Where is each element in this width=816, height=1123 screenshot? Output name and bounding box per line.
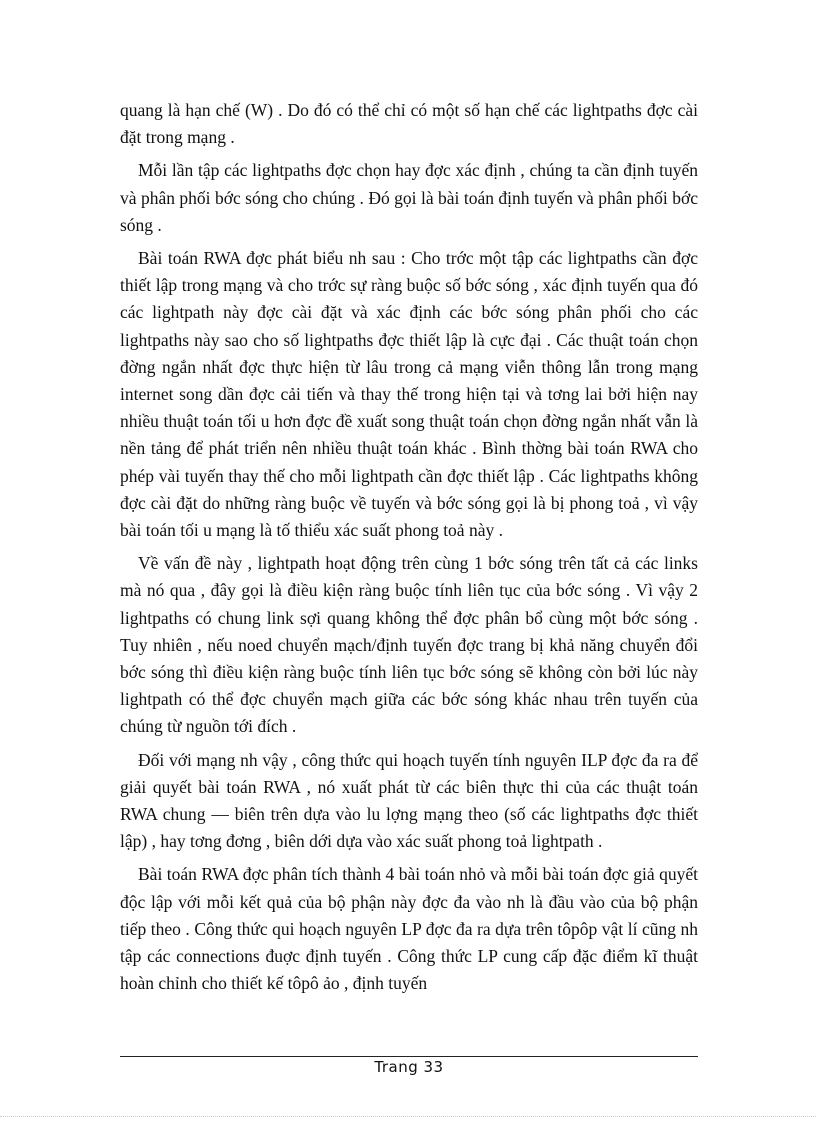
footer-divider xyxy=(120,1056,698,1057)
page-edge-divider xyxy=(0,1116,816,1117)
paragraph: Bài toán RWA đợc phân tích thành 4 bài toán nhỏ và mỗi bài toán đợc giả quyết độc lập với mỗi kết quả của bộ phận này đợc đa vào nh là đầu vào của bộ phận tiếp theo . Công thức qui hoạch nguyên LP đợc đa ra dựa trên tôpôp vật lí cũng nh tập các connections đuợc định tuyến . Công thức LP cung cấp đặc điểm kĩ thuật hoàn chỉnh cho thiết kế tôpô ảo , định tuyến xyxy=(120,864,698,994)
page-body xyxy=(120,97,698,998)
paragraph: Về vấn đề này , lightpath hoạt động trên cùng 1 bớc sóng trên tất cả các links mà nó qua , đây gọi là điều kiện ràng buộc tính liên tục của bớc sóng . Vì vậy 2 lightpaths có chung link sợi quang không thể đợc phân bổ cùng một bớc sóng . Tuy nhiên , nếu noed chuyển mạch/định tuyến đợc trang bị khả năng chuyển đổi bớc sóng thì điều kiện ràng buộc tính liên tục bớc sóng sẽ không còn bởi lúc này lightpath có thể đợc chuyển mạch giữa các bớc sóng khác nhau trên tuyến của chúng từ nguồn tới đích . xyxy=(120,553,698,737)
paragraph: quang là hạn chế (W) . Do đó có thể chỉ có một số hạn chế các lightpaths đợc cài đặt trong mạng . xyxy=(120,100,698,148)
page-number: Trang 33 xyxy=(374,1058,444,1076)
paragraph: Mỗi lần tập các lightpaths đợc chọn hay đợc xác định , chúng ta cần định tuyến và phân phối bớc sóng cho chúng . Đó gọi là bài toán định tuyến và phân phối bớc sóng . xyxy=(120,160,698,235)
paragraph: Đối với mạng nh vậy , công thức qui hoạch tuyến tính nguyên ILP đợc đa ra để giải quyết bài toán RWA , nó xuất phát từ các biên thực thi của các thuật toán RWA chung — biên trên dựa vào lu lợng mạng theo (số các lightpaths đợc thiết lập) , hay tơng đơng , biên dới dựa vào xác suất phong toả lightpath . xyxy=(120,749,698,852)
paragraph: Bài toán RWA đợc phát biểu nh sau : Cho trớc một tập các lightpaths cần đợc thiết lập trong mạng và cho trớc sự ràng buộc số bớc sóng , xác định tuyến qua đó các lightpath này đợc cài đặt và xác định các bớc sóng phân phối cho các lightpaths này sao cho số lightpaths đợc thiết lập là cực đại . Các thuật toán chọn đờng ngắn nhất đợc thực hiện từ lâu trong cả mạng viễn thông lẫn trong mạng internet song dần đợc cải tiến và thay thế trong hiện tại và tơng lai bởi hiện nay nhiều thuật toán tối u hơn đợc đề xuất song thuật toán chọn đờng ngắn nhất vẫn là nền tảng để phát triển nên nhiều thuật toán khác . Bình thờng bài toán RWA cho phép vài tuyến thay thế cho mỗi lightpath cần đợc thiết lập . Các lightpaths không đợc cài đặt do những ràng buộc về tuyến và bớc sóng gọi là bị phong toả , vì vậy bài toán tối u mạng là tố thiểu xác suất phong toả này . xyxy=(120,248,698,541)
